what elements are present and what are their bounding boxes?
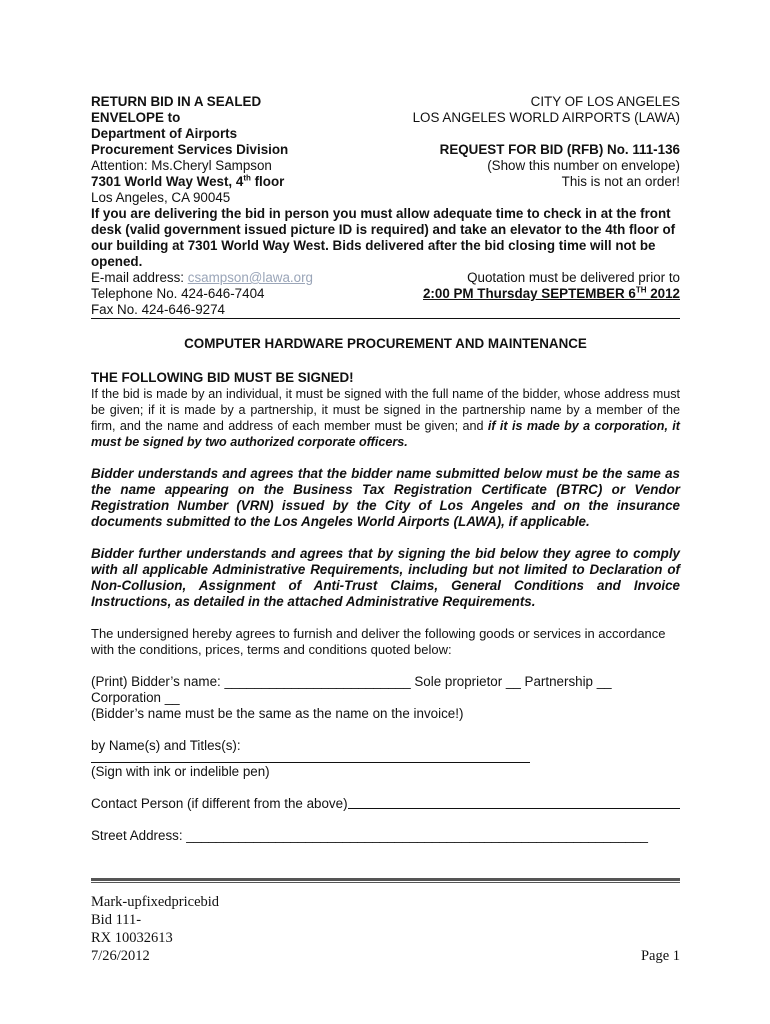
not-order-note: This is not an order! bbox=[561, 174, 680, 189]
signed-text: If the bid is made by an individual, it must be signed with the full name of the bidder, whose address must be given; if it is made by a partnership, it must be signed in the partnership name by a member of the firm, and the name and address of each member must be given; and bbox=[91, 387, 680, 433]
names-titles-label: by Name(s) and Titles(s): bbox=[91, 738, 241, 753]
footer-line-3: RX 10032613 bbox=[91, 930, 173, 946]
signed-paragraph bbox=[91, 386, 680, 450]
header-row-4 bbox=[91, 142, 680, 158]
city-line: Los Angeles, CA 90045 bbox=[91, 190, 231, 205]
street-address-line[interactable]: Street Address: ______________________________________________________________ bbox=[91, 828, 648, 843]
deadline bbox=[423, 286, 680, 302]
email-line bbox=[91, 270, 313, 286]
signed-heading: THE FOLLOWING BID MUST BE SIGNED! bbox=[91, 370, 354, 385]
return-bid-label: RETURN BID IN A SEALED bbox=[91, 94, 262, 109]
btrc-paragraph: Bidder understands and agrees that the bidder name submitted below must be the same as the name appearing on the Business Tax Registration Certificate (BTRC) or Vendor Registration Number (VRN) issued by the City of Los Angeles and on the insurance documents submitted to the Los Angeles World Airports (LAWA), if applicable. bbox=[91, 466, 680, 529]
page-footer bbox=[91, 878, 680, 965]
contact-row-2 bbox=[91, 286, 680, 302]
contact-row-1 bbox=[91, 270, 680, 286]
footer-line-2: Bid 111- bbox=[91, 912, 142, 928]
rfb-number: REQUEST FOR BID (RFB) No. 111-136 bbox=[439, 142, 680, 157]
invoice-note: (Bidder’s name must be the same as the name on the invoice!) bbox=[91, 706, 464, 721]
fax-row bbox=[91, 302, 680, 319]
signature-line[interactable] bbox=[91, 762, 530, 763]
admin-paragraph: Bidder further understands and agrees that by signing the bid below they agree to comply with all applicable Administrative Requirements, including but not limited to Declaration of Non-Collusion, Assignment of Anti-Trust Claims, General Conditions and Invoice Instructions, as detailed in the attached Administrative Requirements. bbox=[91, 546, 680, 609]
quotation-note: Quotation must be delivered prior to bbox=[467, 270, 680, 285]
footer-date: 7/26/2012 bbox=[91, 948, 150, 964]
envelope-label: ENVELOPE to bbox=[91, 110, 181, 125]
email-link[interactable]: csampson@lawa.org bbox=[187, 270, 313, 285]
header-row-6 bbox=[91, 174, 680, 190]
page-number: Page 1 bbox=[640, 948, 680, 964]
furnish-paragraph: The undersigned hereby agrees to furnish and deliver the following goods or services in accordance with the conditions, prices, terms and conditions quoted below: bbox=[91, 626, 666, 657]
header-row-2 bbox=[91, 110, 680, 126]
fax-line: Fax No. 424-646-9274 bbox=[91, 302, 225, 317]
header-row-1 bbox=[91, 94, 680, 110]
division-label: Procurement Services Division bbox=[91, 142, 289, 157]
street-line bbox=[91, 174, 284, 190]
contact-person-label: Contact Person (if different from the above) bbox=[91, 796, 348, 811]
corporation-line[interactable]: Corporation __ bbox=[91, 690, 180, 705]
street-text: 7301 World Way West, 4 bbox=[91, 174, 244, 189]
show-number-note: (Show this number on envelope) bbox=[487, 158, 680, 173]
bidder-name-line[interactable]: (Print) Bidder’s name: _________________________ Sole proprietor __ Partnership __ bbox=[91, 674, 612, 689]
telephone-line: Telephone No. 424-646-7404 bbox=[91, 286, 265, 301]
deadline-sup: TH bbox=[635, 285, 647, 295]
footer-line-1: Mark-upfixedpricebid bbox=[91, 894, 220, 910]
email-label: E-mail address: bbox=[91, 270, 188, 285]
city-name: CITY OF LOS ANGELES bbox=[530, 94, 680, 109]
document-title: COMPUTER HARDWARE PROCUREMENT AND MAINTENANCE bbox=[184, 336, 587, 351]
street-sup: th bbox=[243, 173, 251, 183]
header-row-3 bbox=[91, 126, 680, 142]
department-label: Department of Airports bbox=[91, 126, 238, 141]
contact-person-field[interactable] bbox=[348, 796, 680, 809]
sign-note: (Sign with ink or indelible pen) bbox=[91, 764, 270, 779]
attention-line: Attention: Ms.Cheryl Sampson bbox=[91, 158, 272, 173]
delivery-notice: If you are delivering the bid in person you must allow adequate time to check in at the front desk (valid government issued picture ID is required) and take an elevator to the 4th floor of our building at 7301 World Way West. Bids delivered after the bid closing time will not be opened. bbox=[91, 206, 676, 269]
bid-form-page bbox=[91, 94, 680, 844]
contact-person-row bbox=[91, 796, 680, 812]
street-floor: floor bbox=[250, 174, 285, 189]
deadline-year: 2012 bbox=[646, 286, 680, 301]
header-row-5 bbox=[91, 158, 680, 174]
deadline-text: 2:00 PM Thursday SEPTEMBER 6 bbox=[422, 286, 636, 301]
footer-row-4 bbox=[91, 947, 680, 965]
signed-text-bold: if it is made by a corporation, it must be signed by two authorized corporate officers. bbox=[91, 419, 680, 449]
footer-divider bbox=[91, 878, 680, 883]
header-row-7 bbox=[91, 190, 680, 206]
agency-name: LOS ANGELES WORLD AIRPORTS (LAWA) bbox=[412, 110, 680, 125]
